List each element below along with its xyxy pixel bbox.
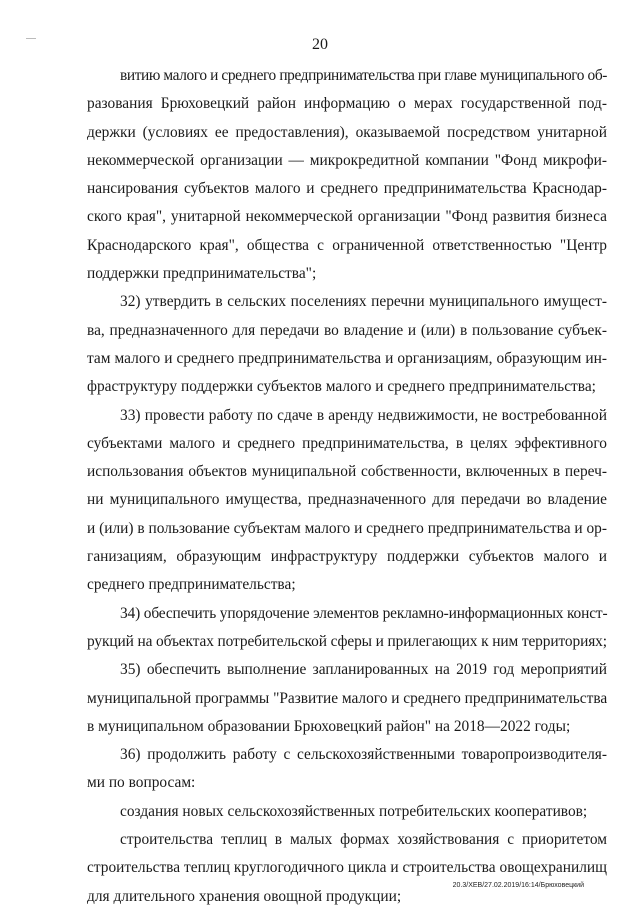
text-line: Краснодарского края", общества с ограниченной ответственностью "Центр (87, 236, 607, 254)
text-line: разования Брюховецкий район информацию о мерах государственной под- (87, 95, 607, 113)
text-line: 32) утвердить в сельских поселениях перечни муниципального имущест- (120, 293, 607, 311)
text-line: ни муниципального имущества, предназначенного для передачи во владение (87, 491, 607, 509)
text-line: держки (условиях ее предоставления), оказываемой посредством унитарной (87, 123, 607, 141)
text-line: среднего предпринимательства; (87, 576, 296, 594)
text-line: 35) обеспечить выполнение запланированных на 2019 год мероприятий (120, 661, 607, 679)
text-line: ми по вопросам: (87, 774, 196, 792)
text-line: 36) продолжить работу с сельскохозяйственными товаропроизводителя- (120, 746, 607, 764)
text-line: в муниципальном образовании Брюховецкий район" на 2018—2022 годы; (87, 717, 571, 735)
text-line: субъектами малого и среднего предпринимательства, в целях эффективного (87, 434, 607, 452)
text-line: муниципальной программы "Развитие малого и среднего предпринимательства (87, 689, 608, 707)
text-line: создания новых сельскохозяйственных потребительских кооперативов; (120, 802, 588, 820)
text-line: ского края", унитарной некоммерческой организации "Фонд развития бизнеса (87, 208, 607, 226)
paragraph (87, 741, 607, 798)
text-line: и (или) в пользование субъектам малого и среднего предпринимательства и ор- (87, 519, 607, 537)
text-line: поддержки предпринимательства"; (87, 265, 317, 283)
paragraph (87, 656, 607, 741)
text-line: ва, предназначенного для передачи во владение и (или) в пользование субъек- (87, 321, 607, 339)
text-line: витию малого и среднего предпринимательства при главе муниципального об- (120, 67, 607, 84)
text-line: фраструктуру поддержки субъектов малого и среднего предпринимательства; (87, 378, 596, 396)
text-line: строительства теплиц в малых формах хозяйствования с приоритетом (120, 831, 607, 849)
page-number: 20 (312, 36, 328, 53)
text-line: 33) провести работу по сдаче в аренду недвижимости, не востребованной (120, 406, 607, 424)
text-line: там малого и среднего предпринимательства и организациям, образующим ин- (87, 349, 607, 367)
document-body (87, 62, 607, 911)
paragraph (87, 288, 607, 401)
paragraph (87, 826, 607, 911)
paragraph (87, 402, 607, 600)
text-line: строительства теплиц круглогодичного цикла и строительства овощехранилищ (87, 859, 607, 877)
text-line: для длительного хранения овощной продукции; (87, 887, 402, 905)
paragraph (87, 798, 607, 826)
text-line: использования объектов муниципальной собственности, включенных в переч- (87, 463, 607, 481)
text-line: 34) обеспечить упорядочение элементов рекламно-информационных конст- (120, 604, 608, 622)
paragraph (87, 62, 607, 288)
text-line: нансирования субъектов малого и среднего предпринимательства Краснодар- (87, 180, 607, 198)
paragraph (87, 600, 607, 657)
text-line: рукций на объектах потребительской сферы и прилегающих к ним территориях; (87, 632, 607, 650)
footer-stamp: 20.3/XEB/27.02.2019/16:14/Брюховецкий (452, 882, 584, 889)
text-line: ганизациям, образующим инфраструктуру поддержки субъектов малого и (87, 548, 607, 566)
text-line: некоммерческой организации — микрокредитной компании "Фонд микрофи- (87, 151, 607, 169)
